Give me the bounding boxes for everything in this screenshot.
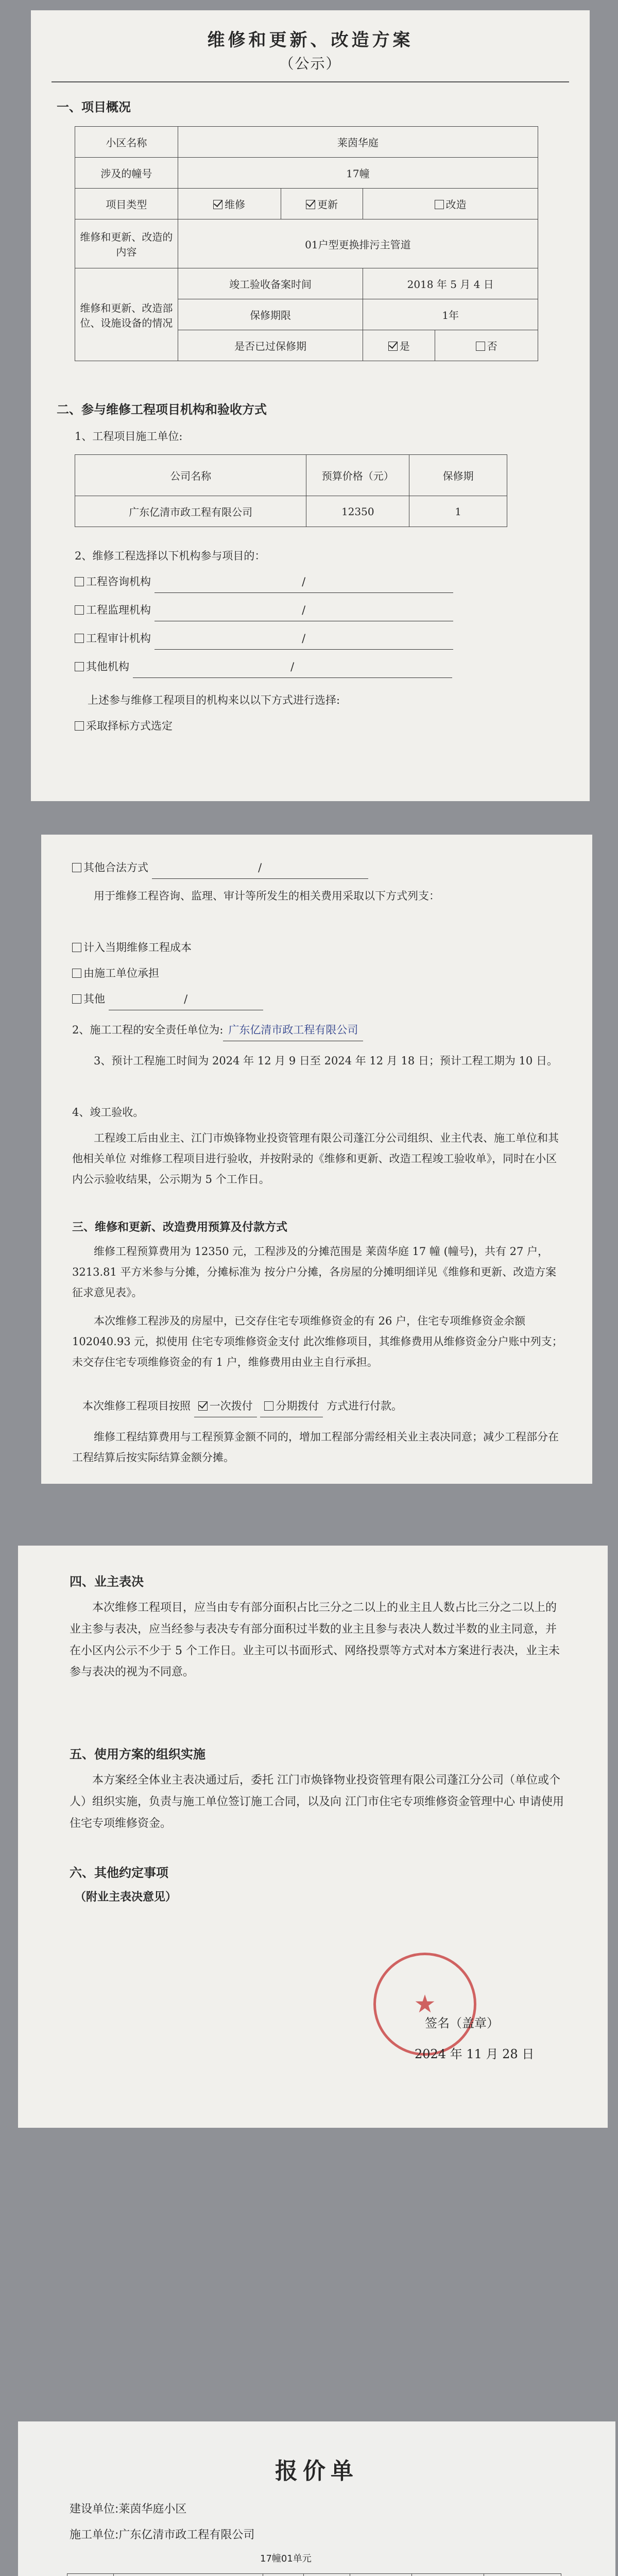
type-option-update[interactable]: 更新	[281, 189, 363, 219]
quotation-title: 报价单	[275, 2458, 358, 2484]
selection-method-tender[interactable]: 采取择标方式选定	[75, 716, 173, 737]
checkbox-icon	[72, 969, 81, 978]
divider	[52, 81, 569, 82]
section-header-3: 三、维修和更新、改造费用预算及付款方式	[72, 1221, 288, 1234]
item-1-label: 1、工程项目施工单位:	[75, 430, 183, 443]
building-label: 涉及的幢号	[75, 158, 178, 189]
contractor-name: 广东亿清市政工程有限公司	[75, 496, 306, 527]
schedule-paragraph: 3、预计工程施工时间为 2024 年 12 月 9 日至 2024 年 12 月 18 日；预计工程工期为 10 日。	[94, 1055, 558, 1067]
checkbox-checked-icon	[388, 342, 398, 351]
col-header	[412, 2574, 484, 2576]
implementation-paragraph: 本方案经全体业主表决通过后，委托 江门市焕锋物业投资管理有限公司蓬江分公司（单位或个人）组织实施，负责与施工单位签订施工合同，以及向 江门市住宅专项维修资金管理中心 申请使用住宅专项维修资金。	[70, 1774, 564, 1830]
item-2-label: 2、维修工程选择以下机构参与项目的：	[75, 550, 266, 562]
contractor-table	[75, 454, 507, 527]
warranty-label: 维修和更新、改造部位、设施设备的情况	[75, 268, 178, 361]
section-header-5: 五、使用方案的组织实施	[70, 1747, 205, 1761]
content-value: 01户型更换排污主管道	[178, 219, 538, 268]
section-header-2: 二、参与维修工程项目机构和验收方式	[57, 402, 267, 417]
settlement-note: 维修工程结算费用与工程预算金额不同的，增加工程部分需经相关业主表决同意；减少工程部分在工程结算后按实际结算金额分摊。	[72, 1431, 559, 1464]
expired-yes[interactable]: 是	[363, 330, 435, 361]
document-page-1	[31, 10, 590, 801]
checkbox-icon	[75, 634, 84, 643]
period-label: 保修期限	[178, 299, 363, 330]
section-header-6: 六、其他约定事项	[70, 1866, 168, 1880]
document-page-2	[41, 835, 592, 1484]
vote-paragraph: 本次维修工程项目，应当由专有部分面积占比三分之二以上的业主且人数占比三分之二以上的业主参与表决，应当经参与表决专有部分面积过半数的业主且参与表决人数过半数的业主同意，并在小区内公示不少于 5 个工作日。业主可以书面形式、网络投票等方式对本方案进行表决，业主未参与表决的视为不同意。	[70, 1601, 560, 1679]
col-header	[263, 2574, 304, 2576]
checkbox-checked-icon	[198, 1401, 208, 1411]
contractor-unit: 施工单位:广东亿清市政工程有限公司	[70, 2529, 255, 2541]
contractor-header-price: 预算价格（元）	[306, 455, 409, 496]
payment-once[interactable]: 一次拨付	[194, 1396, 257, 1417]
agency-consult[interactable]: 工程咨询机构 /	[75, 572, 453, 593]
acceptance-paragraph: 工程竣工后由业主、江门市焕锋物业投资管理有限公司蓬江分公司组织、业主代表、施工单位和其他相关单位 对维修工程项目进行验收，并按附录的《维修和更新、改造工程竣工验收单》，同时在小区内公示验收结果，公示期为 5 个工作日。	[72, 1132, 559, 1185]
completion-label: 竣工验收备案时间	[178, 268, 363, 299]
expired-label: 是否已过保修期	[178, 330, 363, 361]
document-page-3	[18, 1546, 608, 2128]
section-header-4: 四、业主表决	[70, 1574, 144, 1589]
contractor-header-name: 公司名称	[75, 455, 306, 496]
checkbox-checked-icon	[306, 200, 315, 209]
expense-option-2[interactable]: 由施工单位承担	[72, 963, 159, 984]
checkbox-icon	[476, 342, 485, 351]
budget-paragraph: 维修工程预算费用为 12350 元，工程涉及的分摊范围是 莱茵华庭 17 幢 (幢号)，共有 27 户，3213.81 平方米参与分摊，分摊标准为 按分户分摊，各房屋的分摊明细详见《维修和更新、改造方案征求意见表》。	[72, 1245, 557, 1299]
checkbox-icon	[75, 577, 84, 586]
quotation-header-row	[67, 2574, 561, 2576]
community-value: 莱茵华庭	[178, 127, 538, 158]
type-option-repair[interactable]: 维修	[178, 189, 281, 219]
community-label: 小区名称	[75, 127, 178, 158]
col-header	[113, 2574, 263, 2576]
other-method[interactable]: 其他合法方式 /	[72, 858, 368, 879]
project-overview-table	[75, 126, 538, 361]
checkbox-icon	[75, 662, 84, 671]
checkbox-icon	[72, 943, 81, 952]
quotation-table	[67, 2573, 561, 2576]
safety-unit: 2、施工工程的安全责任单位为: 广东亿清市政工程有限公司	[72, 1020, 363, 1041]
agency-other[interactable]: 其他机构 /	[75, 657, 452, 678]
document-page-4	[18, 2421, 615, 2576]
checkbox-icon	[264, 1401, 273, 1411]
col-header	[350, 2574, 412, 2576]
unit-code: 17幢01单元	[260, 2553, 312, 2564]
expired-no[interactable]: 否	[435, 330, 538, 361]
type-label: 项目类型	[75, 189, 178, 219]
checkbox-checked-icon	[213, 200, 222, 209]
agency-audit[interactable]: 工程审计机构 /	[75, 629, 453, 650]
document-subtitle: （公示）	[279, 55, 341, 72]
payment-installment[interactable]: 分期拨付	[260, 1396, 323, 1417]
col-header	[304, 2574, 350, 2576]
checkbox-icon	[72, 863, 81, 872]
col-header	[484, 2574, 561, 2576]
checkbox-icon	[72, 994, 81, 1004]
building-value: 17幢	[178, 158, 538, 189]
company-seal	[373, 1953, 476, 2056]
payment-method: 本次维修工程项目按照 一次拨付 分期拨付 方式进行付款。	[82, 1396, 402, 1417]
checkbox-icon	[435, 200, 444, 209]
expense-option-3[interactable]: 其他 /	[72, 989, 263, 1010]
document-title: 维修和更新、改造方案	[207, 30, 414, 50]
signature-label: 签名（盖章）	[425, 2016, 499, 2030]
agency-supervise[interactable]: 工程监理机构 /	[75, 600, 453, 621]
signature-date: 2024 年 11 月 28 日	[415, 2047, 535, 2061]
content-label: 维修和更新、改造的内容	[75, 219, 178, 268]
col-header	[67, 2574, 114, 2576]
selection-method-intro: 上述参与维修工程项目的机构来以以下方式进行选择:	[88, 694, 340, 706]
fund-paragraph: 本次维修工程涉及的房屋中，已交存住宅专项维修资金的有 26 户，住宅专项维修资金余额 102040.93 元，拟使用 住宅专项维修资金支付 此次维修项目，其维修费用从维修资金分户账中列支；未交存住宅专项维修资金的有 1 户，维修费用由业主自行承担。	[72, 1315, 563, 1368]
contractor-price: 12350	[306, 496, 409, 527]
completion-value: 2018 年 5 月 4 日	[363, 268, 538, 299]
acceptance-label: 4、竣工验收。	[72, 1106, 144, 1118]
contractor-warranty: 1	[409, 496, 507, 527]
section-header-1: 一、项目概况	[57, 100, 131, 114]
period-value: 1年	[363, 299, 538, 330]
contractor-header-warranty: 保修期	[409, 455, 507, 496]
expense-paragraph: 用于维修工程咨询、监理、审计等所发生的相关费用采取以下方式列支：	[94, 890, 440, 902]
construction-owner: 建设单位:莱茵华庭小区	[70, 2503, 187, 2516]
expense-option-1[interactable]: 计入当期维修工程成本	[72, 938, 192, 958]
section-6-subtitle: （附业主表决意见）	[75, 1891, 177, 1904]
checkbox-icon	[75, 721, 84, 731]
type-option-renovate[interactable]: 改造	[363, 189, 538, 219]
checkbox-icon	[75, 605, 84, 615]
